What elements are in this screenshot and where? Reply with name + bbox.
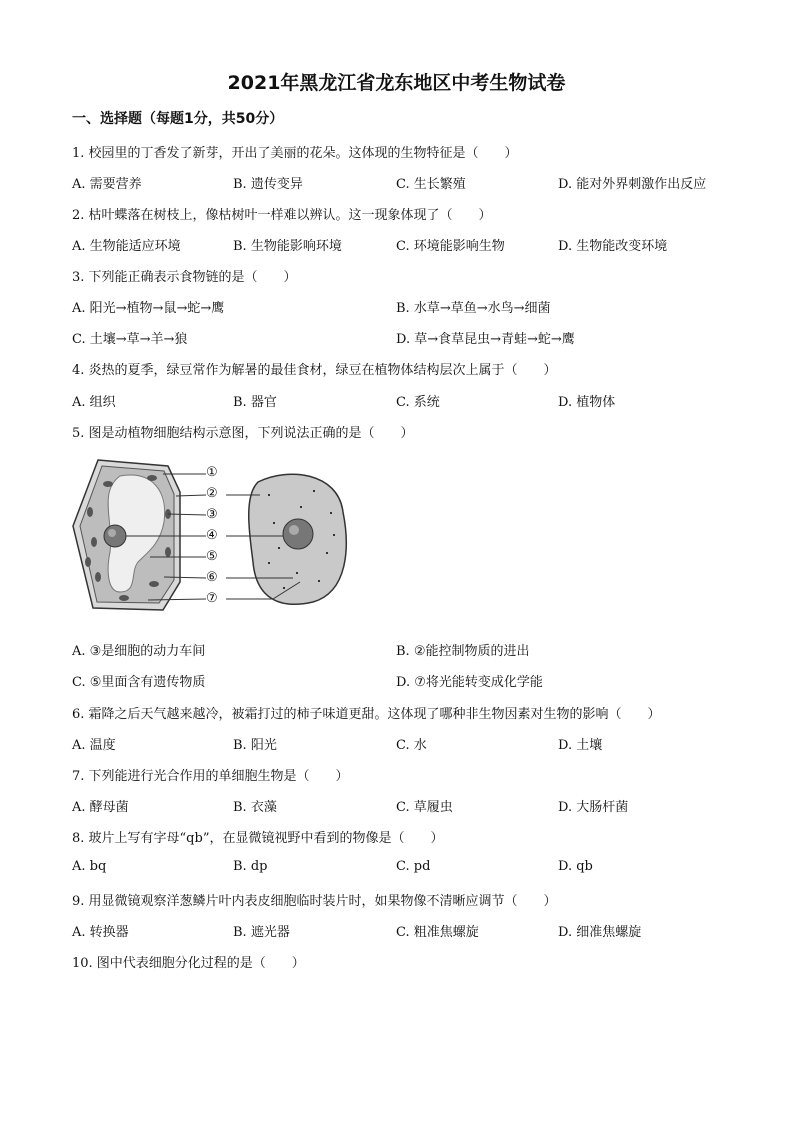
q5-option-d: D. ⑦将光能转变成化学能 [396,675,543,690]
question-10-stem: 10. 图中代表细胞分化过程的是（ ） [72,956,305,971]
animal-nucleus [283,519,313,549]
q1-option-a: A. 需要营养 [72,177,142,192]
q7-option-a: A. 酵母菌 [72,800,129,815]
section-heading: 一、选择题（每题1分，共50分） [72,111,284,127]
q4-option-c: C. 系统 [396,395,440,410]
q6-option-a: A. 温度 [72,738,116,753]
q5-option-c: C. ⑤里面含有遗传物质 [72,675,206,690]
q9-option-d: D. 细准焦螺旋 [558,925,642,940]
question-7-stem: 7. 下列能进行光合作用的单细胞生物是（ ） [72,769,349,784]
plant-nucleus [104,525,126,547]
question-9-stem: 9. 用显微镜观察洋葱鳞片叶内表皮细胞临时装片时，如果物像不清晰应调节（ ） [72,894,557,909]
q2-option-a: A. 生物能适应环境 [72,239,181,254]
q2-option-d: D. 生物能改变环境 [558,239,668,254]
q9-option-a: A. 转换器 [72,925,129,940]
question-6-stem: 6. 霜降之后天气越来越冷，被霜打过的柿子味道更甜。这体现了哪种非生物因素对生物的影响（ ） [72,707,661,722]
q7-option-d: D. 大肠杆菌 [558,800,629,815]
diagram-label-6: ⑥ [206,570,218,585]
diagram-label-1: ① [206,465,218,480]
q5-option-a: A. ③是细胞的动力车间 [72,644,206,659]
q1-option-b: B. 遗传变异 [233,177,303,192]
q9-option-b: B. 遮光器 [233,925,290,940]
q9-option-c: C. 粗准焦螺旋 [396,925,479,940]
page-title: 2021年黑龙江省龙东地区中考生物试卷 [227,72,566,94]
q6-option-c: C. 水 [396,738,427,753]
q8-option-b: B. dp [233,859,268,874]
diagram-label-7: ⑦ [206,591,218,606]
diagram-label-2: ② [206,486,218,501]
diagram-label-4: ④ [206,528,218,543]
question-5-stem: 5. 图是动植物细胞结构示意图，下列说法正确的是（ ） [72,426,414,441]
q8-option-d: D. qb [558,859,593,874]
q7-option-b: B. 衣藻 [233,800,277,815]
q1-option-d: D. 能对外界刺激作出反应 [558,177,707,192]
cell-structure-diagram [68,452,368,626]
q5-option-b: B. ②能控制物质的进出 [396,644,530,659]
q8-option-c: C. pd [396,859,431,874]
q4-option-a: A. 组织 [72,395,116,410]
q2-option-b: B. 生物能影响环境 [233,239,342,254]
q3-option-a: A. 阳光→植物→鼠→蛇→鹰 [72,301,225,316]
q3-option-d: D. 草→食草昆虫→青蛙→蛇→鹰 [396,332,575,347]
q2-option-c: C. 环境能影响生物 [396,239,505,254]
q3-option-b: B. 水草→草鱼→水鸟→细菌 [396,301,551,316]
q1-option-c: C. 生长繁殖 [396,177,466,192]
question-1-stem: 1. 校园里的丁香发了新芽，开出了美丽的花朵。这体现的生物特征是（ ） [72,146,518,161]
question-3-stem: 3. 下列能正确表示食物链的是（ ） [72,270,297,285]
q7-option-c: C. 草履虫 [396,800,453,815]
q8-option-a: A. bq [72,859,107,874]
q4-option-d: D. 植物体 [558,395,616,410]
q4-option-b: B. 器官 [233,395,277,410]
diagram-label-3: ③ [206,507,218,522]
question-4-stem: 4. 炎热的夏季，绿豆常作为解暑的最佳食材，绿豆在植物体结构层次上属于（ ） [72,363,557,378]
question-8-stem: 8. 玻片上写有字母“qb”，在显微镜视野中看到的物像是（ ） [72,831,444,846]
question-2-stem: 2. 枯叶蝶落在树枝上，像枯树叶一样难以辨认。这一现象体现了（ ） [72,208,492,223]
q6-option-d: D. 土壤 [558,738,603,753]
diagram-label-5: ⑤ [206,549,218,564]
cell-diagram-svg [68,452,368,622]
q3-option-c: C. 土壤→草→羊→狼 [72,332,188,347]
q6-option-b: B. 阳光 [233,738,277,753]
